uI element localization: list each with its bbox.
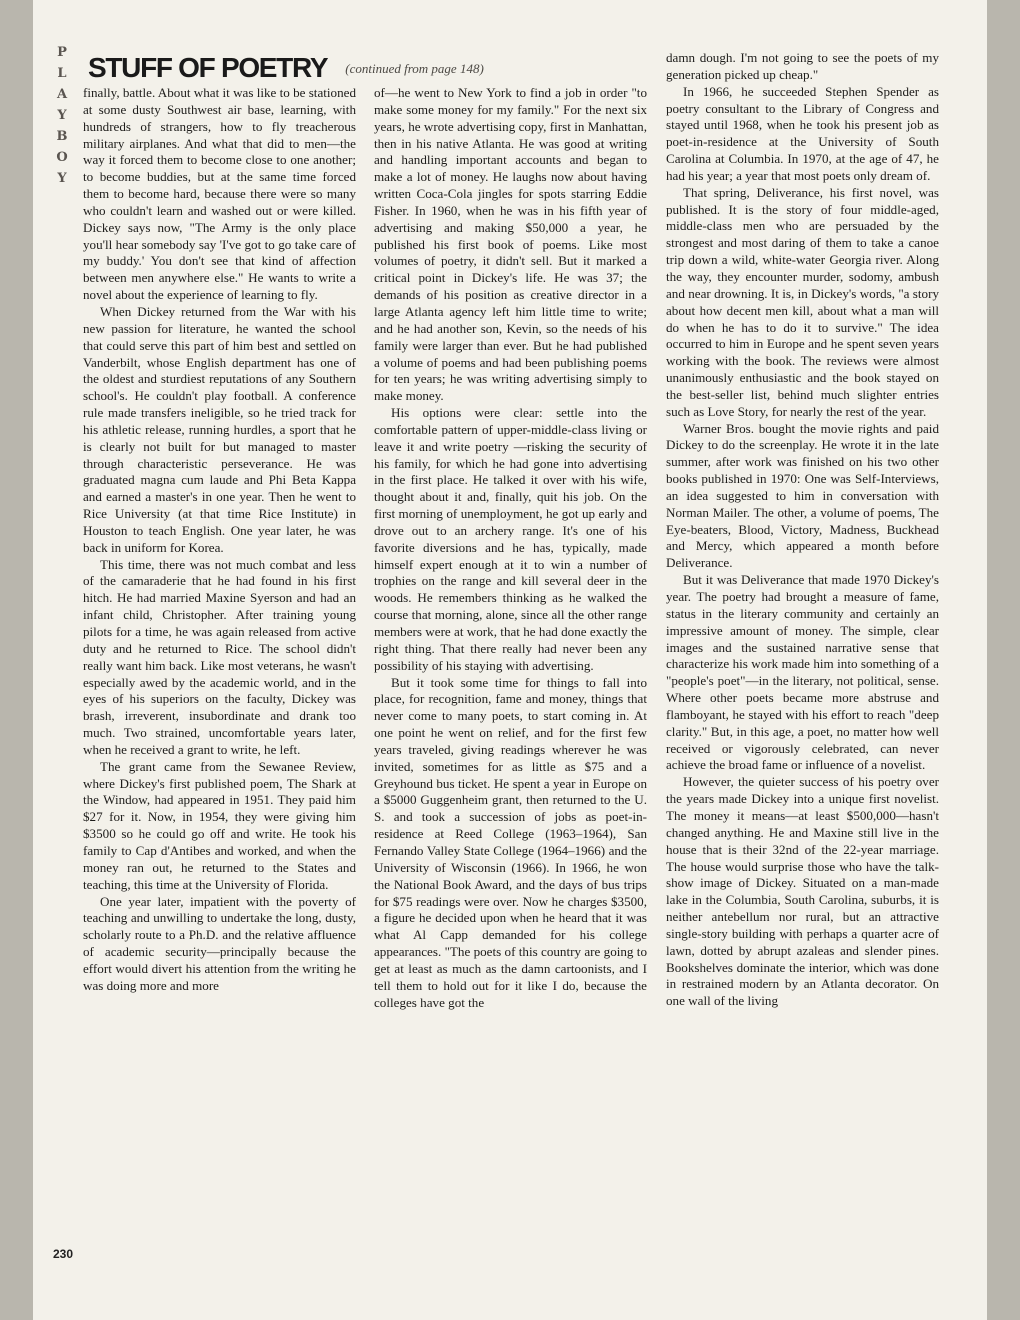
paragraph: finally, battle. About what it was like to be stationed at some dusty Southwest air base, learning, with hundreds of strangers, how to fly treacherous military airplanes. And what that did to men—the way it forced them to become close to one another; to become buddies, but at the same time forced them to become hard, because there were so many who couldn't learn and washed out or were killed. Dickey says now, "The Army is the only place you'll hear somebody say 'I've got to go take care of my buddy.' You don't see that kind of affection between men anywhere else." He wants to write a novel about the experience of learning to fly.: [83, 85, 356, 303]
paragraph: One year later, impatient with the poverty of teaching and unwilling to undertake the long, dusty, scholarly route to a Ph.D. and the relative affluence of academic security—principally because the effort would divert his attention from the writing he was doing more and more: [83, 893, 356, 993]
magazine-brand: [53, 46, 71, 193]
article-header: [88, 52, 484, 84]
paragraph: In 1966, he succeeded Stephen Spender as poetry consultant to the Library of Congress and stayed until 1968, when he took his present job as poet-in-residence at the University of South Carolina at Columbia. In 1970, at the age of 47, he had his year; a year that most poets only dream of.: [666, 83, 939, 183]
brand-letter: Y: [57, 171, 67, 186]
brand-letter: L: [57, 66, 67, 81]
brand-letter: P: [57, 45, 67, 60]
paragraph: This time, there was not much combat and less of the camaraderie that he had found in his first hitch. He had married Maxine Syerson and had an infant child, Christopher. After training young pilots for a time, he was again released from active duty and he returned to Rice. The school didn't really want him back. Like most veterans, he wasn't especially awed by the academic world, and in the eyes of his superiors on the faculty, Dickey was brash, irreverent, insubordinate and drank too much. Two strained, uncomfortable years later, when he received a grant to write, he left.: [83, 556, 356, 757]
paragraph: When Dickey returned from the War with his new passion for literature, he wanted the school that could serve this part of him best and settled on Vanderbilt, whose English department has one of the oldest and sturdiest reputations of any Southern school's. He couldn't play football. A conference rule made transfers ineligible, so he tried track for his athletic release, running hurdles, a sport that he is clearly not built for but managed to master through characteristic perseverance. He was graduated magna cum laude and Phi Beta Kappa and earned a master's in one year. Then he went to Rice University (at that time Rice Institute) in Houston to teach English. One year later, he was back in uniform for Korea.: [83, 303, 356, 555]
brand-letter: Y: [57, 108, 67, 123]
paragraph: However, the quieter success of his poetry over the years made Dickey into a unique first novelist. The money it means—at least $500,000—hasn't changed anything. He and Maxine still live in the house that is their 32nd of the 22-year marriage. The house would surprise those who have the talk-show image of Dickey. Situated on a man-made lake in the Columbia, South Carolina, suburbs, it is neither antebellum nor rural, but an attractive single-story building with perhaps a quarter acre of lawn, dotted by abrupt azaleas and slender pines. Bookshelves dominate the interior, which was done in restrained modern by an Atlanta decorator. On one wall of the living: [666, 774, 939, 1009]
paragraph: But it was Deliverance that made 1970 Dickey's year. The poetry had brought a measure of fame, status in the literary community and certainly an impressive amount of money. The simple, clear images and the sustained narrative sense that characterize his work made him into something of a "people's poet"—in the literary, not political, sense. Where other poets became more abstruse and flamboyant, he stayed with his effort to reach "deep clarity." But, in this age, a poet, no matter how well received or vigorously celebrated, can never achieve the broad fame or influence of a novelist.: [666, 572, 939, 773]
paragraph: The grant came from the Sewanee Review, where Dickey's first published poem, The Shark at the Window, had appeared in 1951. They paid him $27 for it. Now, in 1954, they were giving him $3500 so he could go off and write. He took his family to Cap d'Antibes and worked, and when the money ran out, he returned to the States and teaching, this time at the University of Florida.: [83, 758, 356, 892]
paragraph: That spring, Deliverance, his first novel, was published. It is the story of four middle-aged, middle-class men who are persuaded by the strongest and most daring of them to take a canoe trip down a wild, white-water Georgia river. Along the way, they encounter murder, sodomy, ambush and near drowning. It is, in Dickey's words, "a story about how decent men kill, about what a man will do when he has to do it to survive." The idea occurred to him in Europe and he spent seven years working with the book. The reviews were almost unanimously enthusiastic and the book stayed on the best-seller list, behind much slighter entries such as Love Story, for nearly the rest of the year.: [666, 184, 939, 419]
text-column-2: [374, 85, 647, 1011]
continued-note: (continued from page 148): [345, 61, 484, 76]
paragraph: Warner Bros. bought the movie rights and paid Dickey to do the screenplay. He wrote it in the late summer, after work was finished on his two other books published in 1970: One was Self-Interviews, an idea suggested to him in conversation with Norman Mailer. The other, a volume of poems, The Eye-beaters, Blood, Victory, Madness, Buckhead and Mercy, which appeared a month before Deliverance.: [666, 420, 939, 571]
paragraph: But it took some time for things to fall into place, for recognition, fame and money, things that never come to many poets, to start coming in. At one point he went on relief, and for the first few years traveled, giving readings wherever he was invited, sometimes for as little as $75 and a Greyhound bus ticket. He spent a year in Europe on a $5000 Guggenheim grant, then returned to the U. S. and took a succession of jobs as poet-in-residence at Reed College (1963–1964), San Fernando Valley State College (1964–1966) and the University of Wisconsin (1966). In 1966, he won the National Book Award, and the days of bus trips for $75 readings were over. Now he charges $3500, a figure he decided upon when he heard that it was what Al Capp demanded for his college appearances. "The poets of this country are going to get at least as much as the damn cartoonists, and I tell them to hold out for it like I do, because the colleges have got the: [374, 674, 647, 1010]
brand-letter: O: [56, 150, 68, 165]
paragraph: His options were clear: settle into the comfortable pattern of upper-middle-class living or leave it and write poetry —risking the security of his family, for which he had gone into advertising in the first place. He talked it over with his wife, thought about it and, finally, quit his job. On the first morning of unemployment, he got up early and drove out to an archery range. It's one of his favorite diversions and he has, typically, made himself expert enough at it to win a number of trophies on the range and kill several deer in the woods. He remembers thinking as he walked the course that morning, alone, since all the other range members were at work, that he had done exactly the right thing. That there really had never been any possibility of his staying with advertising.: [374, 405, 647, 673]
brand-letter: B: [56, 129, 68, 144]
magazine-page: [33, 0, 987, 1320]
brand-letter: A: [56, 87, 68, 102]
text-column-1: [83, 85, 356, 995]
paragraph: damn dough. I'm not going to see the poets of my generation picked up cheap.": [666, 50, 939, 82]
text-column-3: [666, 50, 939, 1010]
article-title: STUFF OF POETRY: [88, 52, 328, 83]
page-number: 230: [52, 1247, 73, 1261]
paragraph: of—he went to New York to find a job in order "to make some money for my family." For the next six years, he wrote advertising copy, first in Manhattan, then in his native Atlanta. He was good at writing and handling important accounts and began to make a lot of money. He laughs now about having written Coca-Cola jingles for spots starring Eddie Fisher. In 1960, when he was in his fifth year of advertising and making $50,000 a year, he published his first book of poems. Like most volumes of poetry, it didn't sell. But it marked a critical point in Dickey's life. He was 37; the demands of his position as creative director in a large Atlanta agency left him little time to write; and he had another son, Kevin, so the needs of his family were larger than ever. But he had published a volume of poems and had been publishing poems for ten years; he was writing advertising simply to make money.: [374, 85, 647, 404]
